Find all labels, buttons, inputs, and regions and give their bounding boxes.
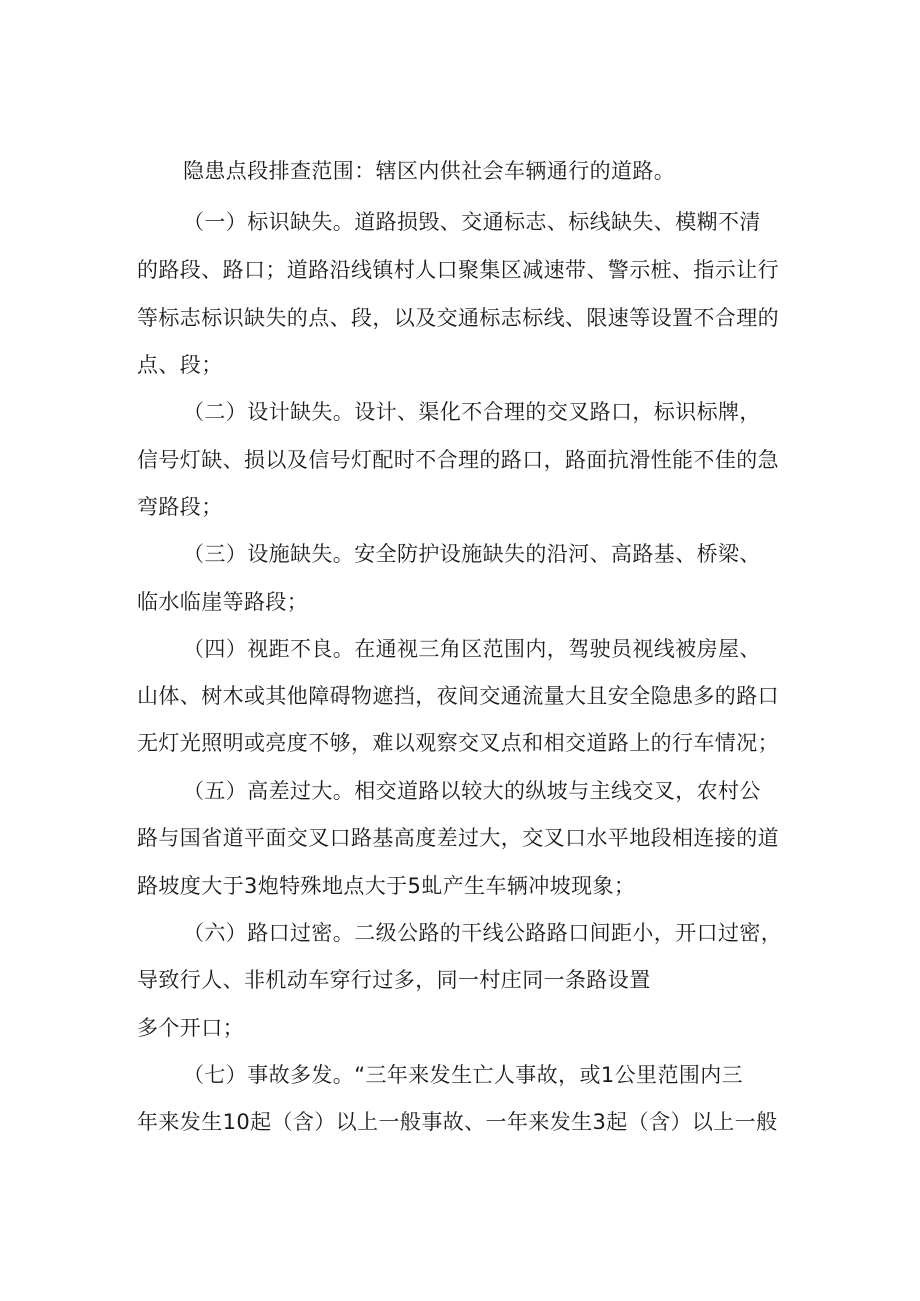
text-line: （六）路口过密。二级公路的干线公路路口间距小，开口过密， xyxy=(183,921,783,945)
text-line: 多个开口； xyxy=(137,1016,244,1040)
text-line: （三）设施缺失。安全防护设施缺失的沿河、高路基、桥梁、 xyxy=(183,542,761,566)
text-line: 隐患点段排查范围：辖区内供社会车辆通行的道路。 xyxy=(183,159,676,183)
text-line: （二）设计缺失。设计、渠化不合理的交叉路口，标识标牌， xyxy=(183,400,761,424)
text-line: 年来发生10起（含）以上一般事故、一年来发生3起（含）以上一般 xyxy=(137,1110,778,1134)
text-line: 信号灯缺、损以及信号灯配时不合理的路口，路面抗滑性能不佳的急 xyxy=(137,448,779,472)
text-line: （五）高差过大。相交道路以较大的纵坡与主线交叉，农村公 xyxy=(183,779,761,803)
text-line: （七）事故多发。“三年来发生亡人事故，或1公里范围内三 xyxy=(183,1063,744,1087)
text-line: 无灯光照明或亮度不够，难以观察交叉点和相交道路上的行车情况； xyxy=(137,731,779,755)
text-line: （一）标识缺失。道路损毁、交通标志、标线缺失、模糊不清 xyxy=(183,210,761,234)
text-line: 导致行人、非机动车穿行过多，同一村庄同一条路设置 xyxy=(137,968,651,992)
text-line: 路坡度大于3炮特殊地点大于5虬产生车辆冲坡现象； xyxy=(137,874,636,898)
text-line: 弯路段； xyxy=(137,495,223,519)
text-line: 山体、树木或其他障碍物遮挡，夜间交通流量大且安全隐患多的路口 xyxy=(137,684,779,708)
text-line: 的路段、路口；道路沿线镇村人口聚集区减速带、警示桩、指示让行 xyxy=(137,258,779,282)
text-line: 等标志标识缺失的点、段，以及交通标志标线、限速等设置不合理的 xyxy=(137,306,779,330)
text-line: 点、段； xyxy=(137,353,223,377)
text-line: （四）视距不良。在通视三角区范围内，驾驶员视线被房屋、 xyxy=(183,637,761,661)
text-line: 路与国省道平面交叉口路基高度差过大，交叉口水平地段相连接的道 xyxy=(137,826,779,850)
text-line: 临水临崖等路段； xyxy=(137,590,309,614)
